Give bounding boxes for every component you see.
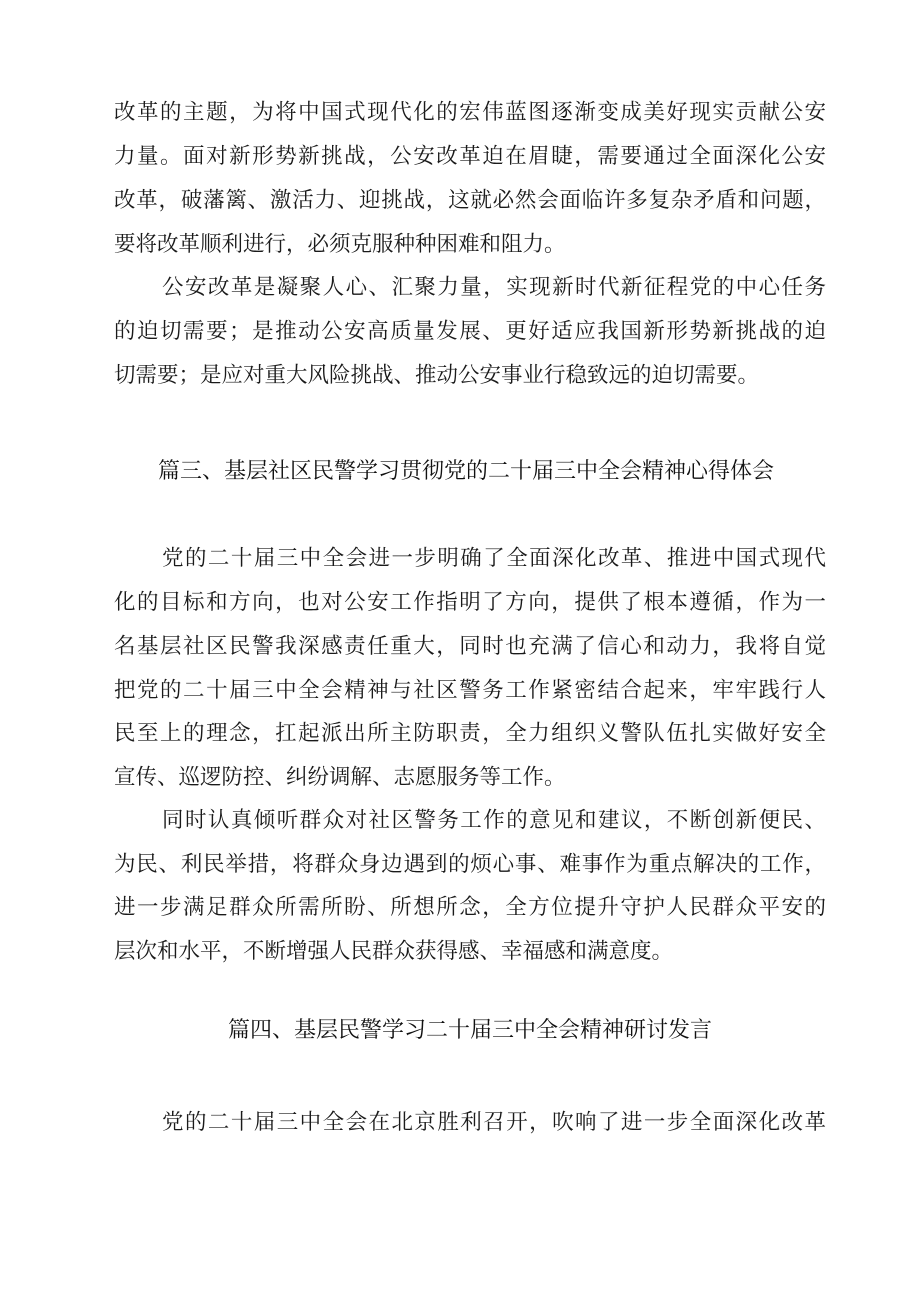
text-line: 要将改革顺利进行，必须克服种种困难和阻力。 (114, 232, 566, 257)
section-3-heading: 篇三、基层社区民警学习贯彻党的二十届三中全会精神心得体会 (157, 459, 774, 484)
text-line: 同时认真倾听群众对社区警务工作的意见和建议，不断创新便民、 (162, 808, 826, 833)
text-line: 进一步满足群众所需所盼、所想所念，全方位提升守护人民群众平安的 (114, 895, 826, 920)
text-line: 民至上的理念，扛起派出所主防职责，全力组织义警队伍扎实做好安全 (114, 721, 826, 746)
text-line: 层次和水平，不断增强人民群众获得感、幸福感和满意度。 (114, 939, 674, 964)
text-line: 切需要；是应对重大风险挑战、推动公安事业行稳致远的迫切需要。 (114, 363, 760, 388)
text-line: 把党的二十届三中全会精神与社区警务工作紧密结合起来，牢牢践行人 (114, 678, 826, 703)
text-line: 党的二十届三中全会在北京胜利召开，吹响了进一步全面深化改革 (162, 1110, 826, 1135)
text-line: 的迫切需要；是推动公安高质量发展、更好适应我国新形势新挑战的迫 (114, 319, 826, 344)
text-line: 公安改革是凝聚人心、汇聚力量，实现新时代新征程党的中心任务 (162, 275, 826, 300)
text-line: 为民、利民举措，将群众身边遇到的烦心事、难事作为重点解决的工作， (114, 852, 826, 877)
text-line: 化的目标和方向，也对公安工作指明了方向，提供了根本遵循，作为一 (114, 590, 826, 615)
text-line: 改革，破藩篱、激活力、迎挑战，这就必然会面临许多复杂矛盾和问题， (114, 188, 826, 213)
text-line: 名基层社区民警我深感责任重大，同时也充满了信心和动力，我将自觉 (114, 634, 826, 659)
text-line: 宣传、巡逻防控、纠纷调解、志愿服务等工作。 (114, 765, 566, 790)
section-4-heading: 篇四、基层民警学习二十届三中全会精神研讨发言 (227, 1018, 712, 1043)
text-line: 党的二十届三中全会进一步明确了全面深化改革、推进中国式现代 (162, 546, 826, 571)
text-line: 力量。面对新形势新挑战，公安改革迫在眉睫，需要通过全面深化公安 (114, 144, 826, 169)
text-line: 改革的主题，为将中国式现代化的宏伟蓝图逐渐变成美好现实贡献公安 (114, 100, 826, 125)
